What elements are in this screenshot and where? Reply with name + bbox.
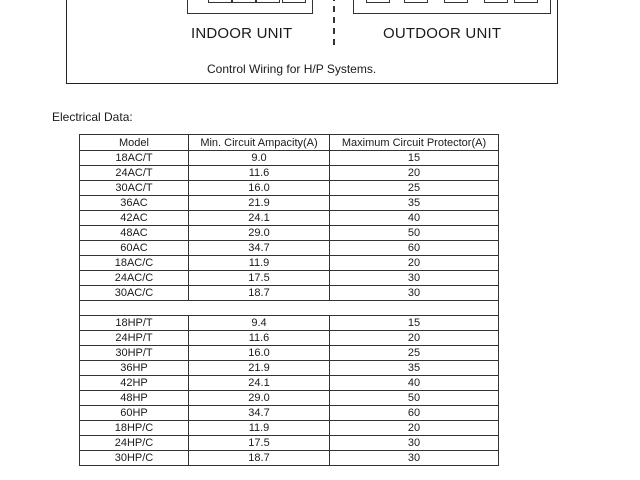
cell-max-protector: 35 — [330, 196, 499, 211]
indoor-terminal — [256, 0, 280, 3]
cell-max-protector: 30 — [330, 286, 499, 301]
cell-model: 36AC — [80, 196, 189, 211]
cell-min-ampacity: 16.0 — [189, 346, 330, 361]
cell-min-ampacity: 29.0 — [189, 226, 330, 241]
header-max-circuit-protector: Maximum Circuit Protector(A) — [330, 135, 499, 151]
table-row — [80, 331, 499, 346]
indoor-terminal — [232, 0, 256, 3]
cell-min-ampacity: 16.0 — [189, 181, 330, 196]
indoor-unit-label: INDOOR UNIT — [191, 25, 293, 42]
cell-model: 30HP/C — [80, 451, 189, 466]
outdoor-terminal — [366, 0, 390, 3]
table-row — [80, 241, 499, 256]
table-row — [80, 376, 499, 391]
table-row — [80, 391, 499, 406]
cell-min-ampacity: 24.1 — [189, 211, 330, 226]
cell-min-ampacity: 11.9 — [189, 421, 330, 436]
outdoor-terminal — [444, 0, 468, 3]
gap-section — [80, 301, 499, 316]
cell-model: 36HP — [80, 361, 189, 376]
cell-max-protector: 60 — [330, 406, 499, 421]
cell-min-ampacity: 21.9 — [189, 361, 330, 376]
cell-min-ampacity: 17.5 — [189, 271, 330, 286]
cell-min-ampacity: 11.9 — [189, 256, 330, 271]
cell-model: 60HP — [80, 406, 189, 421]
table-header-row — [80, 135, 499, 151]
outdoor-terminal — [484, 0, 508, 3]
table-row — [80, 436, 499, 451]
cell-model: 24HP/C — [80, 436, 189, 451]
cell-max-protector: 50 — [330, 391, 499, 406]
ac-rows — [80, 151, 499, 301]
cell-max-protector: 30 — [330, 451, 499, 466]
indoor-terminal — [208, 0, 232, 3]
cell-model: 18AC/C — [80, 256, 189, 271]
cell-max-protector: 20 — [330, 421, 499, 436]
unit-divider — [333, 0, 335, 45]
table-row — [80, 361, 499, 376]
wiring-diagram — [66, 0, 558, 84]
table-row — [80, 421, 499, 436]
cell-max-protector: 40 — [330, 376, 499, 391]
table-row — [80, 256, 499, 271]
table-gap-row — [80, 301, 499, 316]
header-model: Model — [80, 135, 189, 151]
cell-min-ampacity: 18.7 — [189, 286, 330, 301]
cell-min-ampacity: 11.6 — [189, 166, 330, 181]
cell-model: 18HP/T — [80, 316, 189, 331]
cell-min-ampacity: 29.0 — [189, 391, 330, 406]
cell-min-ampacity: 9.0 — [189, 151, 330, 166]
cell-model: 42HP — [80, 376, 189, 391]
cell-model: 18AC/T — [80, 151, 189, 166]
outdoor-terminal — [514, 0, 538, 3]
cell-model: 48AC — [80, 226, 189, 241]
cell-model: 24HP/T — [80, 331, 189, 346]
cell-model: 30HP/T — [80, 346, 189, 361]
cell-model: 24AC/C — [80, 271, 189, 286]
indoor-terminal — [282, 0, 306, 3]
cell-max-protector: 30 — [330, 436, 499, 451]
cell-model: 60AC — [80, 241, 189, 256]
table-row — [80, 181, 499, 196]
cell-min-ampacity: 9.4 — [189, 316, 330, 331]
cell-model: 48HP — [80, 391, 189, 406]
electrical-data-table — [79, 134, 499, 466]
cell-max-protector: 25 — [330, 181, 499, 196]
cell-min-ampacity: 24.1 — [189, 376, 330, 391]
outdoor-terminal-block — [353, 0, 551, 14]
cell-max-protector: 60 — [330, 241, 499, 256]
cell-min-ampacity: 34.7 — [189, 241, 330, 256]
cell-model: 30AC/T — [80, 181, 189, 196]
cell-max-protector: 35 — [330, 361, 499, 376]
table-row — [80, 166, 499, 181]
section-title: Electrical Data: — [52, 110, 133, 124]
cell-model: 18HP/C — [80, 421, 189, 436]
cell-max-protector: 30 — [330, 271, 499, 286]
cell-model: 24AC/T — [80, 166, 189, 181]
header-min-circuit-ampacity: Min. Circuit Ampacity(A) — [189, 135, 330, 151]
table-row — [80, 211, 499, 226]
diagram-caption: Control Wiring for H/P Systems. — [207, 62, 377, 76]
outdoor-unit-label: OUTDOOR UNIT — [383, 25, 502, 42]
cell-min-ampacity: 18.7 — [189, 451, 330, 466]
cell-min-ampacity: 21.9 — [189, 196, 330, 211]
cell-max-protector: 15 — [330, 316, 499, 331]
cell-max-protector: 25 — [330, 346, 499, 361]
table-row — [80, 226, 499, 241]
cell-max-protector: 15 — [330, 151, 499, 166]
table-row — [80, 451, 499, 466]
table-row — [80, 406, 499, 421]
table-row — [80, 286, 499, 301]
outdoor-terminal — [404, 0, 428, 3]
cell-min-ampacity: 17.5 — [189, 436, 330, 451]
cell-model: 42AC — [80, 211, 189, 226]
cell-max-protector: 20 — [330, 256, 499, 271]
cell-model: 30AC/C — [80, 286, 189, 301]
hp-rows — [80, 316, 499, 466]
table-row — [80, 196, 499, 211]
cell-max-protector: 20 — [330, 166, 499, 181]
table-row — [80, 316, 499, 331]
cell-min-ampacity: 11.6 — [189, 331, 330, 346]
table-row — [80, 151, 499, 166]
cell-max-protector: 20 — [330, 331, 499, 346]
table-row — [80, 346, 499, 361]
indoor-terminal-block — [187, 0, 313, 14]
cell-max-protector: 40 — [330, 211, 499, 226]
table-row — [80, 271, 499, 286]
cell-min-ampacity: 34.7 — [189, 406, 330, 421]
cell-max-protector: 50 — [330, 226, 499, 241]
gap-cell — [80, 301, 499, 316]
